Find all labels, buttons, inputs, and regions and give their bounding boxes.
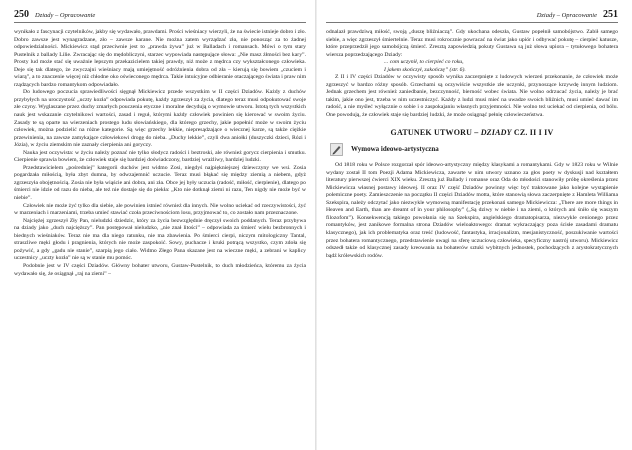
right-running-head — [326, 9, 618, 23]
paragraph: Nauka jest oczywista: w życiu należy poznać nie tylko słodycz radości i beztroski, ale również gorycz cierpienia i smutku. Cierpienie sprawia bowiem, że człowiek staje się bardziej doświadczony, bardziej wrażliwy, bardziej ludzki. — [14, 149, 306, 164]
left-page-number: 250 — [14, 9, 29, 20]
paragraph: odnalazł prawdziwą miłość, swoją „duszę bliźniaczą”. Gdy ukochana odeszła, Gustaw popełnił samobójstwo. Zabił samego siebie, a więc zgrzeszył śmiertelnie. Teraz musi rokrocznie powracać na świat jako upiór i odbywać pokutę – cierpieć katusze, które przeprzedził jego samobójczą śmierć. Zresztą zapowiedzią pokuty Gustawa są już słowa upiora – tytułowego bohatera wiersza poprzedzającego Dziady: — [326, 29, 618, 58]
paragraph: Do ludowego poczucia sprawiedliwości sięgnął Mickiewicz przede wszystkim w II części Dziadów. Każdy z duchów przybyłych na uroczystość „uczty kozła” odpowiada pokutę, każdy zgrzeszył za życia, dlatego teraz musi odpokutować swoje złe czyny. Wyglaszane przez duchy zmarłych pouczenia etyczne i moralne decydują o wymowie utworu. Istotą tych wszystkich nauk jest wskazanie czytelnikowi wartości, zasad i reguł, którymi każdy człowiek powinien się kierować w swoim życiu. Zasady te są oparte na wierzeniach prostego ludu słowiańskiego, dla którego grzechy, jakie popełnić może w swoim życiu człowiek, można podzielić na różne kategorie. Są więc grzechy lekkie, niepresądzające o wiecznej karze, są także ciężkie przewinienia, na zawsze zamykające człowiekowi drogę do nieba. „Duchy lekkie”, czyli dwa aniołki (duszyczki dzieci, Rózi i Józia), w życiu ziemskim nie zaznały cierpienia ani goryczy. — [14, 89, 306, 149]
left-body-text — [14, 29, 306, 278]
subsection-header — [330, 143, 618, 156]
section-heading-italic: DZIADY — [480, 127, 512, 137]
paragraph: Przedstawicielem „pośredniej” kategorii duchów jest widmo Zosi, niegdyś najpiękniejszej dziewczyny we wsi. Zosia pogardzała miłością, była zbyt dumna, by odwzajemnić uczucie. Teraz musi błąkać się między ziemią a niebem, gdyż zgrzeszyła obojętnością. Zosia nie była wiąście ani dobra, ani zła. Obce jej były uczucia (radość, miłość, cierpienie), dlatego po śmierci nie idzie od razu do nieba, ale też nie dostaje się do piekła: „Kto nie dotknął ziemi ni razu, Ten nigdy nie może być w niebie”. — [14, 164, 306, 202]
right-page — [316, 0, 632, 450]
paragraph: Podobnie jest w IV części Dziadów. Główny bohater utworu, Gustaw-Pustelnik, to duch młodzieńca, któremu za życia wydawało się, że osiągnął „raj na ziemi” – — [14, 262, 306, 277]
section-heading — [326, 129, 618, 137]
verse-line: ... com uczynił, to cierpieć co roku, — [384, 59, 464, 66]
paragraph: wynikało z fascynacji czytelników, jakby się wydawało, prawdami. Prości wieśniacy wierzyli, że na świecie istnieje dobro i zło. Dobro zawsze jest wynagradzane, zło – zawsze karane. Nie można zatem wyrządzać zła, nie ponosząc za to żadnej odpowiedzialności. Mickiewicz stąd przeciwnie jest to „prawda żywa” już w Balladach i romansach. Mówi o tym stary Pustelnik z ballady Lilie. Zwracając się do mędobliczyni, starzec wypowiada następujące słowa: „Nie masz żłmości bez kary”. Prosty lud może stać się uważnie lepszym przekazicielem takiej prawdy, niż może z mędrca czy wykształconego człowieka. Deje się tak dlatego, że zwyczajni wieśniacy mają umiejętność odróżnienia dobra od zła – kierują się bowiem „czuciem i wiarą”, a to znaczenie więcej niż chłodne oko oświeconego mędrca. Takie intuicyjne odbieranie otaczającego świata i praw nim rządzących bardzo romantykom odpowiadało. — [14, 29, 306, 88]
right-body-text — [326, 29, 618, 260]
left-running-title: Dziady – Opracowanie — [35, 12, 96, 19]
subsection-title: Wymowa ideowo-artystyczna — [351, 144, 439, 153]
paragraph: Najciężej zgrzeszył Zły Pan, nieludzki dziedzic, który za życia bezwzględnie dręczył swoich poddanych. Teraz przybywa na dziady jako „duch najcięższy”. Pan postępował nieludzko, „nie znał litości” – odpowiada za śmierć wielu bezbronnych i biednych wieśniaków. Teraz nie ma dla niego ratunku, nie ma zbawienia. Po śmierci cierpi, niczym mitologiczny Tantal, straszliwe męki głodu i pragnienia, których nie może zaspokoić. Sowy, puchacze i kruki potrącą wszystko, czym zdoła się pożywić, a gdy „gadu nie stanie”, szarpią jego ciało. Widmo Złego Pana skazane jest na wieczne męki, a zebrani w kaplicy uczestnicy „uczty kozła” nie są w stanie mu pomóc. — [14, 217, 306, 262]
paragraph: Z II i IV części Dziadów w oczywisty sposób wynika zaczerpnięte z ludowych wierzeń przekonanie, że człowiek może zgrzeszyć w bardzo różny sposób. Grzechami są oczywiście wszystkie złe uczynki, przynoszące krzywdę innym ludziom. Jednak grzechem jest również zaniedbanie, bezczynność, bierność wobec świata. Nie wolno odrzucać życia, należy je brać takim, jakie ono jest, trzeba w nim uczestniczyć. Każdy z ludzi musi mieć na uwadze swoich bliźnich, musi umieć dawać im radość, a nie myśleć wyłącznie o sobie i o zaspokajaniu własnych przyjemności. Nie wolno też uciekać od cierpienia, od bólu. One powodują, że człowiek staje się bardziej ludzki, że może osiągnąć pełnię człowieczeństwa. — [326, 74, 618, 119]
section-heading-prefix: GATUNEK UTWORU – — [390, 127, 481, 137]
paragraph: Człowiek nie może żyć tylko dla siebie, ale powinien istnieć również dla innych. Nie wolno uciekać od rzeczywistości, żyć w marzeniach i marzeniami, trzeba umieć stawiać czoła przeciwnościom losu, przyjmować to, co zostało nam przeznaczone. — [14, 202, 306, 217]
section-heading-suffix: CZ. II I IV — [511, 127, 554, 137]
verse-line: I jakem skończył, zakończę” (str. 6). — [384, 66, 466, 73]
right-running-title: Dziady – Opracowanie — [536, 12, 597, 19]
verse-quote — [326, 59, 618, 74]
left-running-head — [14, 9, 306, 23]
right-page-number: 251 — [603, 9, 618, 20]
paragraph: Od 1818 roku w Polsce rozgorzał spór ideowo-artystyczny między klasykami a romantykami. Gdy w 1823 roku w Wilnie wydany został II tom Poezji Adama Mickiewicza, zawarte w nim utwory uznano za głos poety w dyskusji nad kształtem literatury pierwszej ćwierci XIX wieku. Zresztą już Ballady i romanse oraz Oda do młodości stanowiły próbę określenia przez Mickiewicza własnej postawy ideowej. II oraz IV część Dziadów powinny więc być traktowane jako kolejne wystąpienie polemiczne poety. Zamieszczenie na początku II części Dziadów motta, które stanowią słowa zaczerpnięte z Hamleta Williama Szekspira, należy odczytać jako niezwykle wymowną manifestację przekonań samego Mickiewicza: „There are more things in Heaven and Earth, than are dreamt of in your philosophy” („Są dziwy w niebie i na ziemi, o których ani śniło się waszym filozofom”). Konsekwencją takiego powołania się na Szekspira, angielskiego dramatopisarza, niezwykle cenionego przez romantyków, jest zanikowe formalna strona Dziadów wieloaktowego: dramat wykraczający poza ścisłe zasadami dramatu klasycznego), jak ich problematyka oraz treść (ludowość, fantastyka, irracjonalizm, mesjanistyczność, poszukiwanie wartości przez bohatera romantycznego, przedstawienie uwagi na sferę uczuciową człowieka, specyficzny nastrój utworu). Mickiewicz odszedł także od klasycznej zasady kreowania na bohaterów sztuki wybitnych jednostek, pochodzących z arystokratycznych bądź królewskich rodów. — [326, 162, 618, 259]
pencil-note-icon — [330, 143, 343, 156]
